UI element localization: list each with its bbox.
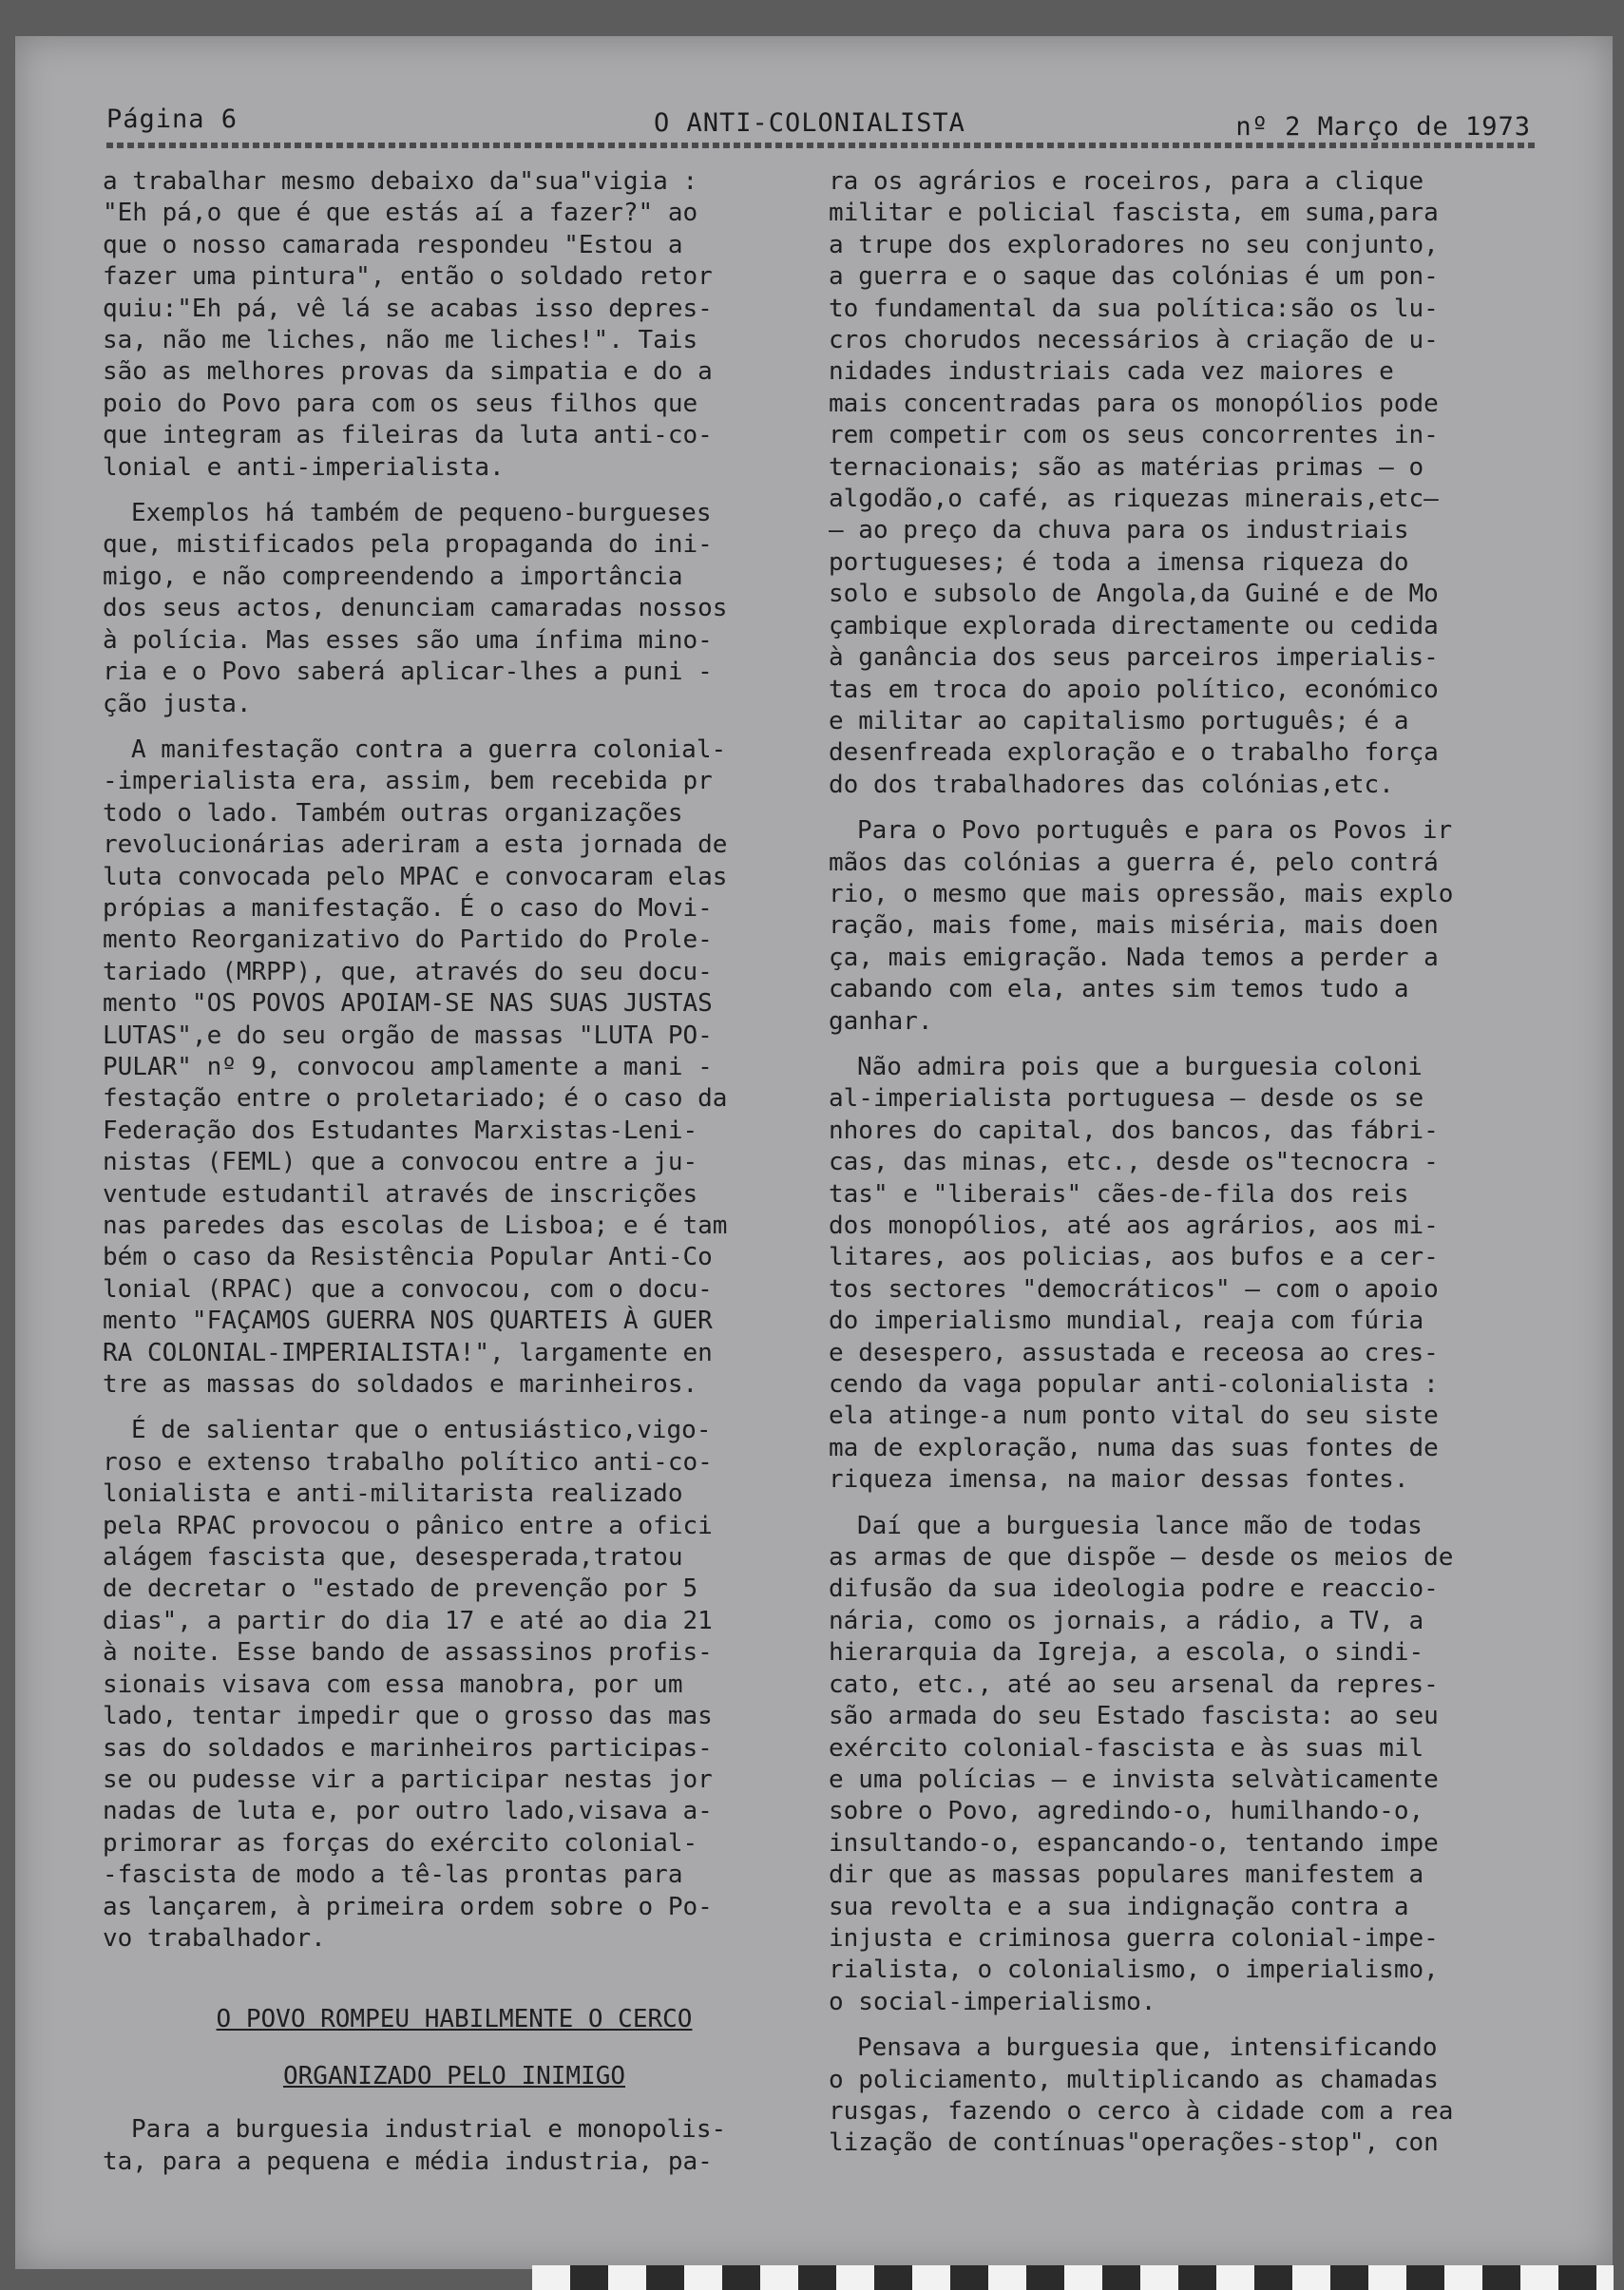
paragraph: Para o Povo português e para os Povos ir mãos das colónias a guerra é, pelo contrá rio, o mesmo que mais opressão, mais explo ração, mais fome, mais miséria, mais doen ça, mais emigração. Nada temos a perder a cabando com ela, antes sim temos tudo a ganhar. [829, 816, 1454, 1036]
paragraph: Não admira pois que a burguesia coloni al-imperialista portuguesa — desde os se nhores do capital, dos bancos, das fábri- cas, das minas, etc., desde os"tecnocra - tas" e "liberais" cães-de-fila dos reis dos monopólios, até aos agrários, aos mi- litares, aos policias, aos bufos e a cer- tos sectores "democráticos" — com o apoio do imperialismo mundial, reaja com fúria e desespero, assustada e receosa ao cres- cendo da vaga popular anti-colonialista : ela atinge-a num ponto vital do seu siste ma de exploração, numa das suas fontes de riqueza imensa, na maior dessas fontes. [829, 1052, 1439, 1495]
paragraph: É de salientar que o entusiástico,vigo- roso e extenso trabalho político anti-co- lonialista e anti-militarista realizado pela RPAC provocou o pânico entre a ofici alágem fascista que, desesperada,tratou de decretar o "estado de prevenção por 5 dias", a partir do dia 17 e até ao dia 21 à noite. Esse bando de assassinos profis- sionais visava com essa manobra, por um lado, tentar impedir que o grosso das mas sas do soldados e marinheiros participas- se ou pudesse vir a participar nestas jor nadas de luta e, por outro lado,visava a- primorar as forças do exército colonial- -fascista de modo a tê-las prontas para as lançarem, à primeira ordem sobre o Po- vo trabalhador. [103, 1416, 713, 1953]
header-wavy-rule [106, 143, 1535, 148]
paragraph: ra os agrários e roceiros, para a clique militar e policial fascista, em suma,para a trupe dos exploradores no seu conjunto, a guerra e o saque das colónias é um pon- to fundamental da sua política:são os lu- cros chorudos necessários à criação de u- nidades industriais cada vez maiores e mais concentradas para os monopólios pode rem competir com os seus concorrentes in- ternacionais; são as matérias primas — o algodão,o café, as riquezas minerais,etc— — ao preço da chuva para os industriais portugueses; é toda a imensa riqueza do solo e subsolo de Angola,da Guiné e de Mo çambique explorada directamente ou cedida à ganância dos seus parceiros imperialis- tas em troca do apoio político, económico e militar ao capitalismo português; é a desenfreada exploração e o trabalho força do dos trabalhadores das colónias,etc. [829, 167, 1439, 799]
paragraph: Exemplos há também de pequeno-burgueses que, mistificados pela propaganda do ini- migo, e não compreendendo a importância dos seus actos, denunciam camaradas nossos à polícia. Mas esses são uma ínfima mino- ria e o Povo saberá aplicar-lhes a puni - ção justa. [103, 499, 728, 718]
paragraph: a trabalhar mesmo debaixo da"sua"vigia : "Eh pá,o que é que estás aí a fazer?" ao que o nosso camarada respondeu "Estou a fazer uma pintura", então o soldado retor quiu:"Eh pá, vê lá se acabas isso depres- sa, não me liches, não me liches!". Tais são as melhores provas da simpatia e do a poio do Povo para com os seus filhos que que integram as fileiras da luta anti-co- lonial e anti-imperialista. [103, 167, 713, 482]
paragraph: Daí que a burguesia lance mão de todas as armas de que dispõe — desde os meios de difusão da sua ideologia podre e reaccio- nária, como os jornais, a rádio, a TV, a hierarquia da Igreja, a escola, o sindi- cato, etc., até ao seu arsenal da repres- são armada do seu Estado fascista: ao seu exército colonial-fascista e às suas mil e uma polícias — e invista selvàticamente sobre o Povo, agredindo-o, humilhando-o, insultando-o, espancando-o, tentando impe dir que as massas populares manifestem a sua revolta e a sua indignação contra a injusta e criminosa guerra colonial-impe- rialista, o colonialismo, o imperialismo, o social-imperialismo. [829, 1511, 1454, 2016]
page-number: Página 6 [106, 105, 239, 134]
page-header [91, 65, 1540, 150]
paragraph: Para a burguesia industrial e monopolis- ta, para a pequena e média industria, pa- [103, 2115, 727, 2176]
right-column [829, 166, 1524, 2174]
paragraph: Pensava a burguesia que, intensificando o policiamento, multiplicando as chamadas rusgas, fazendo o cerco à cidade com a rea lização de contínuas"operações-stop", con [829, 2033, 1454, 2158]
issue-date: nº 2 Março de 1973 [1235, 112, 1531, 142]
paragraph: A manifestação contra a guerra colonial- -imperialista era, assim, bem recebida pr todo o lado. Também outras organizações revolucionárias aderiram a esta jornada de luta convocada pelo MPAC e convocaram elas própias a manifestação. É o caso do Movi- mento Reorganizativo do Partido do Prole- tariado (MRPP), que, através do seu docu- mento "OS POVOS APOIAM-SE NAS SUAS JUSTAS LUTAS",e do seu orgão de massas "LUTA PO- PULAR" nº 9, convocou amplamente a mani - festação entre o proletariado; é o caso da Federação dos Estudantes Marxistas-Leni- nistas (FEML) que a convocou entre a ju- ventude estudantil através de inscrições nas paredes das escolas de Lisboa; e é tam bém o caso da Resistência Popular Anti-Co lonial (RPAC) que a convocou, com o docu- mento "FAÇAMOS GUERRA NOS QUARTEIS À GUER RA COLONIAL-IMPERIALISTA!", largamente en tre as massas do soldados e marinheiros. [103, 735, 728, 1400]
section-heading [103, 1991, 806, 2105]
left-column [103, 166, 806, 2192]
publication-title: O ANTI-COLONIALISTA [654, 108, 965, 138]
section-heading-line: ORGANIZADO PELO INIMIGO [282, 2062, 626, 2091]
section-heading-line: O POVO ROMPEU HABILMENTE O CERCO [216, 2005, 693, 2034]
scan-scale-ruler [532, 2265, 1614, 2290]
